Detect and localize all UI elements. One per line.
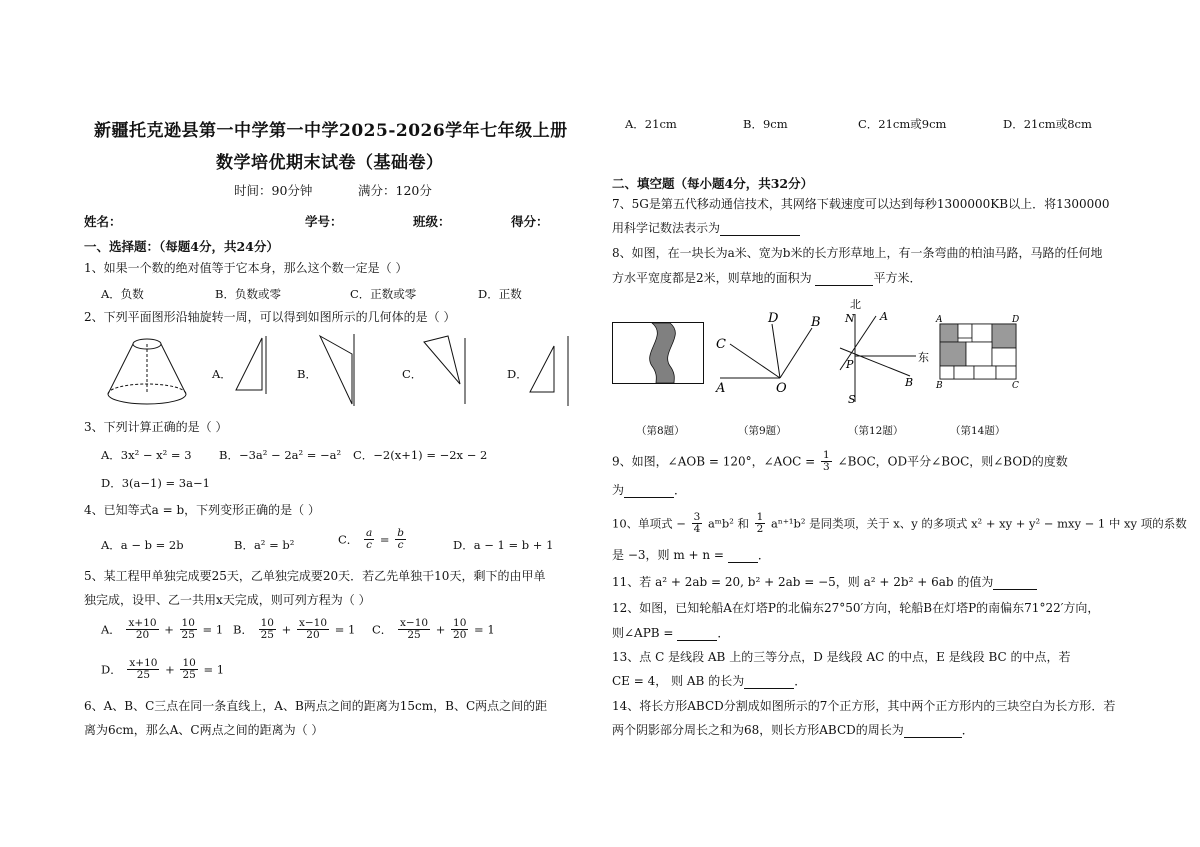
student-id-field: 学号： (305, 214, 343, 229)
q12-line2 (612, 626, 729, 641)
q5-b-frac2 (297, 618, 329, 641)
q9-line1 (612, 450, 1068, 473)
q5-a-label: A． (101, 622, 121, 637)
q14-end: ． (961, 723, 974, 737)
q2-shape-c (420, 334, 468, 406)
q6-stem-line2: 离为6cm，那么A、C两点之间的距离为（ ） (84, 723, 324, 737)
q6-stem-line1: 6、A、B、C三点在同一条直线上，A、B两点之间的距离为15cm，B、C两点之间的距 (84, 699, 548, 713)
q5-b-d1: 25 (260, 629, 274, 641)
fig14-label-b: B (936, 381, 943, 391)
q1-option-c: C．正数或零 (350, 287, 417, 301)
q3-option-b: B．−3a² − 2a² = −a² (219, 448, 342, 462)
q5-b-label: B． (233, 622, 253, 637)
q10-frac2-num: 1 (756, 511, 764, 523)
fig14-label-d: D (1012, 315, 1020, 325)
q14-answer-blank[interactable] (904, 723, 962, 738)
q10-pre: 10、单项式 − (612, 516, 686, 531)
q10-frac2 (755, 512, 766, 535)
frustum-figure (104, 334, 190, 410)
q13-answer-blank[interactable] (744, 674, 794, 689)
q3-option-c: C．−2(x+1) = −2x − 2 (353, 448, 488, 462)
fig8-caption: （第8题） (636, 425, 685, 437)
q4-c-num-right: b (397, 527, 404, 539)
q5-c-d2: 20 (453, 629, 467, 641)
fig9-label-b: B (811, 315, 821, 330)
q6-option-b: B．9cm (743, 117, 788, 131)
q13-line1: 13、点 C 是线段 AB 上的三等分点，D 是线段 AC 的中点，E 是线段 BC 的中点，若 (612, 650, 1071, 664)
q8-line1: 8、如图，在一块长为a米、宽为b米的长方形草地上，有一条弯曲的柏油马路，马路的任何地 (612, 246, 1103, 260)
q12-line1: 12、如图，已知轮船A在灯塔P的北偏东27°50′方向，轮船B在灯塔P的南偏东71°22′方向， (612, 601, 1100, 615)
q9-pre: 9、如图，∠AOB = 120°，∠AOC = (612, 454, 816, 469)
fig12-label-a: A (880, 310, 888, 323)
q5-stem-line1: 5、某工程甲单独完成要25天，乙单独完成要20天．若乙先单独干10天，剩下的由甲单 (84, 569, 546, 583)
q5-a-eq: = 1 (202, 622, 224, 637)
q5-c-frac1 (398, 618, 430, 641)
q5-c-frac2 (451, 618, 468, 641)
q5-a-plus: + (164, 622, 174, 637)
fig12-label-north: 北 (850, 298, 861, 311)
q4-option-c (338, 528, 408, 551)
q4-option-d: D．a − 1 = b + 1 (453, 538, 554, 552)
fig8-road-diagram (612, 322, 704, 384)
q5-option-c (372, 618, 495, 641)
q1-option-a: A．负数 (101, 287, 144, 301)
student-score-field: 得分： (511, 214, 549, 229)
q3-stem: 3、下列计算正确的是（ ） (84, 420, 228, 434)
q3-option-d: D．3(a−1) = 3a−1 (101, 476, 210, 490)
q8-line2 (612, 271, 921, 286)
q9-post: ∠BOC，OD平分∠BOC，则∠BOD的度数 (837, 454, 1068, 469)
q2-option-a: A． (212, 367, 232, 381)
fig14-label-a: A (936, 315, 943, 325)
q3-option-a: A．3x² − x² = 3 (101, 448, 192, 462)
q10-line1 (612, 512, 1187, 535)
q5-stem-line2: 独完成，设甲、乙一共用x天完成，则可列方程为（ ） (84, 593, 371, 607)
q10-end: ． (757, 548, 770, 562)
q10-frac1 (692, 512, 703, 535)
fig12-caption: （第12题） (848, 425, 904, 437)
q7-text: 用科学记数法表示为 (612, 221, 721, 235)
q5-option-b (233, 618, 355, 641)
q10-frac1-den: 4 (693, 523, 701, 535)
fig12-label-n: N (845, 312, 855, 325)
q5-b-eq: = 1 (334, 622, 356, 637)
q12-end: ． (717, 626, 730, 640)
q5-option-a (101, 618, 223, 641)
q2-shape-b (318, 334, 358, 406)
q10-mid: aᵐb² 和 (707, 516, 749, 531)
q6-option-c: C．21cm或9cm (858, 117, 947, 131)
q13-line2 (612, 674, 806, 689)
exam-title-line1: 新疆托克逊县第一中学第一中学2025-2026学年七年级上册 (94, 121, 568, 141)
q5-c-n1: x−10 (399, 617, 429, 629)
q5-d-frac1 (127, 658, 159, 681)
q7-line2 (612, 221, 800, 236)
q8-text: 方水平宽度都是2米，则草地的面积为 (612, 271, 812, 285)
q10-line2 (612, 548, 770, 563)
q2-option-d: D． (507, 367, 528, 381)
exam-time: 时间：90分钟 (234, 183, 313, 198)
q5-c-plus: + (435, 622, 446, 637)
q8-answer-blank[interactable] (815, 271, 873, 286)
q5-a-frac2 (180, 618, 197, 641)
fig14-label-c: C (1012, 381, 1019, 391)
q4-c-frac-left (364, 528, 374, 551)
q5-a-n2: 10 (181, 617, 195, 629)
fig12-label-east: 东 (918, 351, 929, 364)
fig9-caption: （第9题） (738, 425, 787, 437)
q11-text: 11、若 a² + 2ab = 20, b² + 2ab = −5，则 a² + 2b² + 6ab 的值为 (612, 575, 994, 589)
q9-end: ． (674, 483, 687, 497)
fig12-label-b: B (905, 376, 914, 389)
q10-text: 是 −3，则 m + n = (612, 548, 724, 562)
q5-c-n2: 10 (453, 617, 467, 629)
fig9-label-d: D (768, 311, 779, 326)
q5-b-plus: + (281, 622, 292, 637)
q10-frac2-den: 2 (756, 523, 764, 535)
q4-c-den-left: c (366, 539, 373, 551)
q5-option-d (101, 658, 224, 681)
q5-a-d2: 25 (181, 629, 195, 641)
q5-c-eq: = 1 (474, 622, 495, 637)
q5-d-label: D． (101, 662, 122, 677)
fig9-label-a: A (716, 381, 726, 396)
q4-c-label: C． (338, 532, 359, 547)
student-class-field: 班级： (413, 214, 451, 229)
q13-end: ． (794, 674, 807, 688)
q4-c-frac-right (395, 528, 406, 551)
q12-answer-blank[interactable] (677, 626, 717, 641)
q7-line1: 7、5G是第五代移动通信技术，其网络下载速度可以达到每秒1300000KB以上．将1300000 (612, 197, 1110, 211)
q12-text: 则∠APB = (612, 626, 674, 640)
q13-text: CE = 4， 则 AB 的长为 (612, 674, 745, 688)
q5-d-n1: x+10 (129, 657, 158, 669)
q9-frac-den: 3 (823, 461, 830, 473)
q4-c-equals: = (379, 532, 390, 547)
q5-b-d2: 20 (306, 629, 320, 641)
q9-answer-blank[interactable] (624, 483, 674, 498)
q5-d-d2: 25 (182, 669, 196, 681)
q6-option-d: D．21cm或8cm (1003, 117, 1092, 131)
q5-a-n1: x+10 (128, 617, 157, 629)
q4-c-num-left: a (365, 527, 373, 539)
section1-heading: 一、选择题：（每题4分，共24分） (84, 239, 279, 254)
fig12-bearing-diagram (830, 298, 940, 406)
q10-post: aⁿ⁺¹b² 是同类项，关于 x、y 的多项式 x² + xy + y² − mxy − 1 中 xy 项的系数 (770, 516, 1187, 531)
fig12-label-s: S (848, 393, 856, 406)
q9-line2 (612, 483, 686, 498)
q4-option-a: A．a − b = 2b (101, 538, 184, 552)
q2-option-b: B． (297, 367, 317, 381)
q10-answer-blank[interactable] (728, 548, 758, 563)
q11-answer-blank[interactable] (993, 575, 1037, 590)
q2-shape-a (232, 336, 272, 396)
q9-text: 为 (612, 483, 625, 497)
q5-b-n1: 10 (260, 617, 274, 629)
q5-d-plus: + (165, 662, 175, 677)
q11-line (612, 575, 1037, 590)
exam-full-score: 满分：120分 (358, 183, 432, 198)
q5-d-d1: 25 (136, 669, 151, 681)
q4-option-b: B．a² = b² (234, 538, 295, 552)
fig9-angle-diagram (714, 311, 824, 396)
exam-title-line2: 数学培优期末试卷（基础卷） (216, 153, 444, 173)
q5-a-d1: 20 (135, 629, 150, 641)
q5-a-frac1 (126, 618, 158, 641)
q1-option-b: B．负数或零 (215, 287, 281, 301)
q5-d-frac2 (180, 658, 197, 681)
q2-stem-text: 2、下列平面图形沿轴旋转一周，可以得到如图所示的几何体的是（ ） (84, 310, 456, 324)
q14-line1: 14、将长方形ABCD分割成如图所示的7个正方形，其中两个正方形内的三块空白为长方形．若 (612, 699, 1116, 713)
fig14-squares-diagram (934, 314, 1024, 390)
q5-b-frac1 (259, 618, 276, 641)
q8-unit: 平方米． (873, 271, 922, 285)
q5-c-d1: 25 (407, 629, 421, 641)
fig12-label-p: P (846, 358, 854, 371)
fig9-label-o: O (776, 381, 787, 396)
q10-frac1-num: 3 (693, 511, 701, 523)
fig14-caption: （第14题） (950, 425, 1006, 437)
q9-frac-num: 1 (823, 449, 830, 461)
section2-heading: 二、填空题（每小题4分，共32分） (612, 176, 814, 191)
q5-d-n2: 10 (182, 657, 196, 669)
q4-c-den-right: c (397, 539, 404, 551)
q9-fraction (821, 450, 832, 473)
q6-option-a: A．21cm (625, 117, 677, 131)
q7-answer-blank[interactable] (720, 221, 800, 236)
q4-stem: 4、已知等式a = b，下列变形正确的是（ ） (84, 503, 320, 517)
q2-option-c: C． (402, 367, 423, 381)
q14-text: 两个阴影部分周长之和为68，则长方形ABCD的周长为 (612, 723, 904, 737)
q1-stem: 1、如果一个数的绝对值等于它本身，那么这个数一定是（ ） (84, 261, 408, 275)
q5-d-eq: = 1 (203, 662, 225, 677)
fig9-label-c: C (716, 337, 726, 352)
q5-b-n2: x−10 (298, 617, 328, 629)
q2-shape-d (528, 336, 572, 406)
q1-option-d: D．正数 (478, 287, 522, 301)
q14-line2 (612, 723, 974, 738)
student-name-field: 姓名： (84, 214, 122, 229)
q5-c-label: C． (372, 622, 393, 637)
